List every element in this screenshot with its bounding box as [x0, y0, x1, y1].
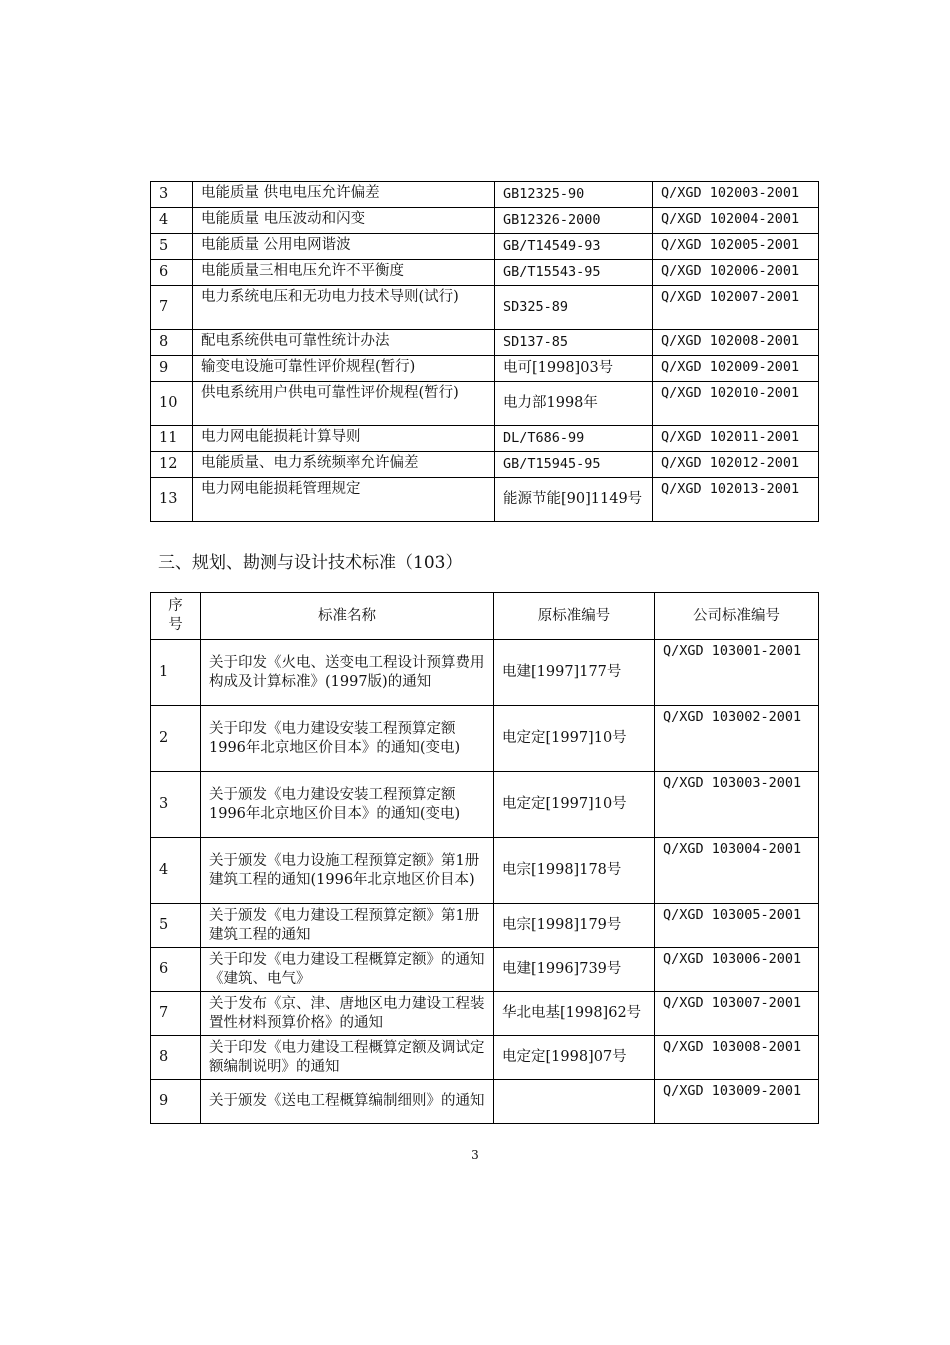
header-name: 标准名称	[201, 593, 494, 640]
original-code: 电可[1998]03号	[495, 356, 653, 382]
standards-table-103	[150, 592, 819, 1124]
row-number: 4	[151, 208, 193, 234]
page-number: 3	[471, 1148, 479, 1162]
row-number: 9	[151, 1080, 201, 1124]
original-code: 电建[1996]739号	[494, 948, 655, 992]
table-row	[151, 706, 819, 772]
original-code: GB/T15543-95	[495, 260, 653, 286]
standard-name: 关于印发《电力建设工程概算定额及调试定额编制说明》的通知	[201, 1036, 494, 1080]
company-code: Q/XGD 103004-2001	[655, 838, 819, 904]
section-title: 三、规划、勘测与设计技术标准（103）	[158, 553, 463, 573]
table-row	[151, 1036, 819, 1080]
row-number: 10	[151, 382, 193, 426]
table-row	[151, 330, 819, 356]
original-code: 电建[1997]177号	[494, 640, 655, 706]
standard-name: 关于印发《电力建设工程概算定额》的通知《建筑、电气》	[201, 948, 494, 992]
company-code: Q/XGD 103003-2001	[655, 772, 819, 838]
original-code: 电宗[1998]178号	[494, 838, 655, 904]
table-row	[151, 640, 819, 706]
original-code	[494, 1080, 655, 1124]
row-number: 3	[151, 772, 201, 838]
header-company: 公司标准编号	[655, 593, 819, 640]
standard-name: 关于印发《电力建设安装工程预算定额1996年北京地区价目本》的通知(变电)	[201, 706, 494, 772]
row-number: 7	[151, 286, 193, 330]
standard-name: 关于颁发《电力建设工程预算定额》第1册 建筑工程的通知	[201, 904, 494, 948]
row-number: 6	[151, 260, 193, 286]
company-code: Q/XGD 102007-2001	[653, 286, 819, 330]
original-code: DL/T686-99	[495, 426, 653, 452]
table-row	[151, 772, 819, 838]
original-code: 电宗[1998]179号	[494, 904, 655, 948]
original-code: GB/T15945-95	[495, 452, 653, 478]
table-row	[151, 992, 819, 1036]
row-number: 1	[151, 640, 201, 706]
original-code: 能源节能[90]1149号	[495, 478, 653, 522]
table-row	[151, 838, 819, 904]
company-code: Q/XGD 102004-2001	[653, 208, 819, 234]
company-code: Q/XGD 102010-2001	[653, 382, 819, 426]
row-number: 5	[151, 234, 193, 260]
company-code: Q/XGD 103005-2001	[655, 904, 819, 948]
company-code: Q/XGD 103008-2001	[655, 1036, 819, 1080]
standard-name: 电力系统电压和无功电力技术导则(试行)	[193, 286, 495, 330]
company-code: Q/XGD 102006-2001	[653, 260, 819, 286]
row-number: 8	[151, 1036, 201, 1080]
company-code: Q/XGD 102003-2001	[653, 182, 819, 208]
row-number: 2	[151, 706, 201, 772]
table-row	[151, 948, 819, 992]
table-row	[151, 286, 819, 330]
standard-name: 关于颁发《电力建设安装工程预算定额1996年北京地区价目本》的通知(变电)	[201, 772, 494, 838]
row-number: 8	[151, 330, 193, 356]
standard-name: 配电系统供电可靠性统计办法	[193, 330, 495, 356]
row-number: 9	[151, 356, 193, 382]
table-row	[151, 426, 819, 452]
standard-name: 供电系统用户供电可靠性评价规程(暂行)	[193, 382, 495, 426]
original-code: 电定定[1997]10号	[494, 706, 655, 772]
row-number: 5	[151, 904, 201, 948]
table-row	[151, 1080, 819, 1124]
table-row	[151, 478, 819, 522]
standard-name: 电能质量 电压波动和闪变	[193, 208, 495, 234]
standard-name: 关于发布《京、津、唐地区电力建设工程装置性材料预算价格》的通知	[201, 992, 494, 1036]
table-row	[151, 904, 819, 948]
table-row	[151, 452, 819, 478]
original-code: 华北电基[1998]62号	[494, 992, 655, 1036]
standard-name: 关于颁发《电力设施工程预算定额》第1册 建筑工程的通知(1996年北京地区价目本)	[201, 838, 494, 904]
company-code: Q/XGD 103001-2001	[655, 640, 819, 706]
company-code: Q/XGD 103002-2001	[655, 706, 819, 772]
original-code: GB12325-90	[495, 182, 653, 208]
table-row	[151, 182, 819, 208]
company-code: Q/XGD 103007-2001	[655, 992, 819, 1036]
table-header-row	[151, 593, 819, 640]
row-number: 12	[151, 452, 193, 478]
standard-name: 关于印发《火电、送变电工程设计预算费用构成及计算标准》(1997版)的通知	[201, 640, 494, 706]
standard-name: 电能质量 供电电压允许偏差	[193, 182, 495, 208]
company-code: Q/XGD 102012-2001	[653, 452, 819, 478]
original-code: 电定定[1997]10号	[494, 772, 655, 838]
original-code: 电定定[1998]07号	[494, 1036, 655, 1080]
table-row	[151, 382, 819, 426]
standard-name: 电能质量 公用电网谐波	[193, 234, 495, 260]
original-code: 电力部1998年	[495, 382, 653, 426]
table-row	[151, 356, 819, 382]
standard-name: 电力网电能损耗计算导则	[193, 426, 495, 452]
header-no: 序号	[151, 593, 201, 640]
company-code: Q/XGD 102009-2001	[653, 356, 819, 382]
header-orig: 原标准编号	[494, 593, 655, 640]
table-row	[151, 260, 819, 286]
company-code: Q/XGD 102011-2001	[653, 426, 819, 452]
original-code: GB/T14549-93	[495, 234, 653, 260]
row-number: 13	[151, 478, 193, 522]
original-code: GB12326-2000	[495, 208, 653, 234]
table-row	[151, 208, 819, 234]
company-code: Q/XGD 103006-2001	[655, 948, 819, 992]
original-code: SD137-85	[495, 330, 653, 356]
row-number: 7	[151, 992, 201, 1036]
standard-name: 电能质量三相电压允许不平衡度	[193, 260, 495, 286]
row-number: 4	[151, 838, 201, 904]
standard-name: 关于颁发《送电工程概算编制细则》的通知	[201, 1080, 494, 1124]
standard-name: 电能质量、电力系统频率允许偏差	[193, 452, 495, 478]
row-number: 3	[151, 182, 193, 208]
original-code: SD325-89	[495, 286, 653, 330]
company-code: Q/XGD 102013-2001	[653, 478, 819, 522]
table-row	[151, 234, 819, 260]
standards-table-102	[150, 181, 819, 522]
company-code: Q/XGD 102008-2001	[653, 330, 819, 356]
company-code: Q/XGD 103009-2001	[655, 1080, 819, 1124]
standard-name: 电力网电能损耗管理规定	[193, 478, 495, 522]
standard-name: 输变电设施可靠性评价规程(暂行)	[193, 356, 495, 382]
row-number: 6	[151, 948, 201, 992]
company-code: Q/XGD 102005-2001	[653, 234, 819, 260]
row-number: 11	[151, 426, 193, 452]
